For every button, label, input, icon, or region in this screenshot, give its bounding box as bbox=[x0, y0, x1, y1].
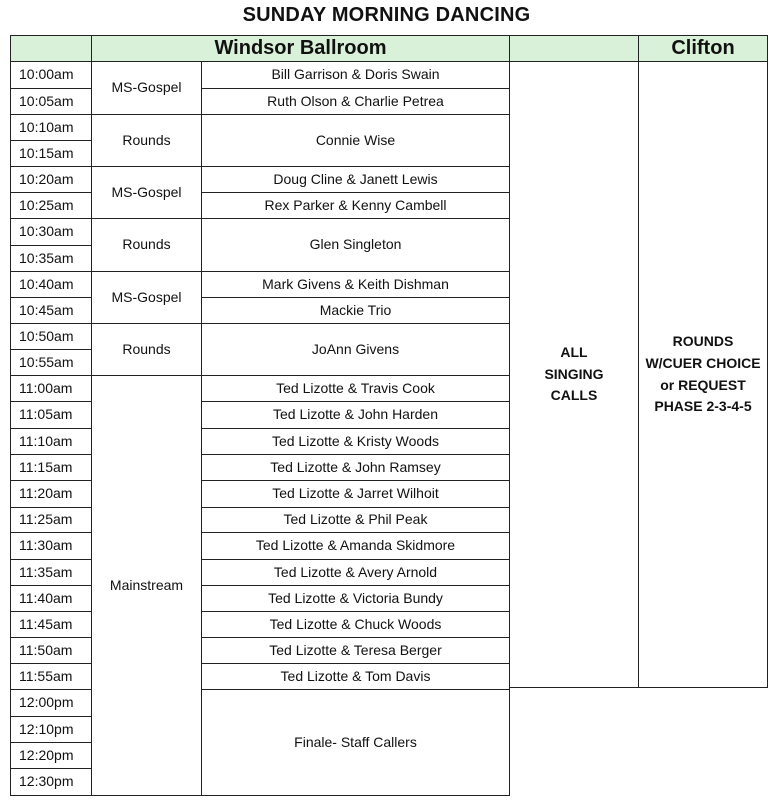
program-cell: Rounds bbox=[91, 218, 202, 272]
time-slot: 12:10pm bbox=[10, 716, 92, 743]
caller-cell: Ted Lizotte & Jarret Wilhoit bbox=[201, 480, 510, 508]
caller-cell: JoAnn Givens bbox=[201, 323, 510, 376]
time-slot: 11:30am bbox=[10, 532, 92, 560]
program-cell: Rounds bbox=[91, 114, 202, 167]
time-slot: 10:20am bbox=[10, 166, 92, 193]
time-slot: 11:05am bbox=[10, 401, 92, 429]
clifton-rounds-cell: ROUNDS W/CUER CHOICE or REQUEST PHASE 2-3-4-5 bbox=[638, 61, 768, 688]
time-slot: 10:25am bbox=[10, 192, 92, 219]
caller-cell: Ted Lizotte & Travis Cook bbox=[201, 375, 510, 402]
program-cell: MS-Gospel bbox=[91, 271, 202, 324]
program-cell: Mainstream bbox=[91, 375, 202, 796]
time-slot: 11:40am bbox=[10, 585, 92, 612]
time-slot: 10:45am bbox=[10, 297, 92, 324]
caller-cell: Ted Lizotte & Avery Arnold bbox=[201, 559, 510, 586]
time-slot: 11:55am bbox=[10, 663, 92, 690]
caller-cell: Mackie Trio bbox=[201, 297, 510, 324]
time-slot: 11:10am bbox=[10, 428, 92, 455]
caller-cell: Mark Givens & Keith Dishman bbox=[201, 271, 510, 298]
caller-cell: Rex Parker & Kenny Cambell bbox=[201, 192, 510, 219]
time-slot: 12:00pm bbox=[10, 689, 92, 717]
time-slot: 11:20am bbox=[10, 480, 92, 508]
caller-cell: Ted Lizotte & Amanda Skidmore bbox=[201, 532, 510, 560]
time-slot: 11:50am bbox=[10, 637, 92, 664]
page-title: SUNDAY MORNING DANCING bbox=[242, 4, 531, 26]
time-slot: 10:55am bbox=[10, 349, 92, 376]
time-slot: 10:00am bbox=[10, 61, 92, 89]
time-slot: 10:50am bbox=[10, 323, 92, 350]
time-slot: 10:15am bbox=[10, 140, 92, 167]
caller-cell: Connie Wise bbox=[201, 114, 510, 167]
header-clifton: Clifton bbox=[638, 35, 768, 62]
time-slot: 11:15am bbox=[10, 454, 92, 481]
time-slot: 12:20pm bbox=[10, 742, 92, 769]
header-blank bbox=[10, 35, 92, 62]
header-windsor-ballroom: Windsor Ballroom bbox=[91, 35, 510, 62]
time-slot: 11:25am bbox=[10, 507, 92, 533]
time-slot: 11:35am bbox=[10, 559, 92, 586]
caller-cell: Ted Lizotte & Phil Peak bbox=[201, 507, 510, 533]
singing-calls-cell: ALL SINGING CALLS bbox=[509, 61, 639, 688]
program-cell: MS-Gospel bbox=[91, 166, 202, 219]
caller-cell: Ted Lizotte & John Ramsey bbox=[201, 454, 510, 481]
caller-cell: Ted Lizotte & Chuck Woods bbox=[201, 611, 510, 638]
caller-cell: Finale- Staff Callers bbox=[201, 689, 510, 796]
time-slot: 10:40am bbox=[10, 271, 92, 298]
caller-cell: Bill Garrison & Doris Swain bbox=[201, 61, 510, 89]
caller-cell: Ted Lizotte & Teresa Berger bbox=[201, 637, 510, 664]
program-cell: MS-Gospel bbox=[91, 61, 202, 115]
caller-cell: Ted Lizotte & Victoria Bundy bbox=[201, 585, 510, 612]
time-slot: 11:45am bbox=[10, 611, 92, 638]
caller-cell: Doug Cline & Janett Lewis bbox=[201, 166, 510, 193]
caller-cell: Ted Lizotte & Tom Davis bbox=[201, 663, 510, 690]
time-slot: 12:30pm bbox=[10, 768, 92, 796]
time-slot: 10:35am bbox=[10, 245, 92, 272]
time-slot: 10:05am bbox=[10, 88, 92, 115]
caller-cell: Ted Lizotte & John Harden bbox=[201, 401, 510, 429]
time-slot: 10:30am bbox=[10, 218, 92, 246]
caller-cell: Ted Lizotte & Kristy Woods bbox=[201, 428, 510, 455]
caller-cell: Ruth Olson & Charlie Petrea bbox=[201, 88, 510, 115]
caller-cell: Glen Singleton bbox=[201, 218, 510, 272]
time-slot: 11:00am bbox=[10, 375, 92, 402]
time-slot: 10:10am bbox=[10, 114, 92, 141]
program-cell: Rounds bbox=[91, 323, 202, 376]
header-blank-2 bbox=[509, 35, 639, 62]
